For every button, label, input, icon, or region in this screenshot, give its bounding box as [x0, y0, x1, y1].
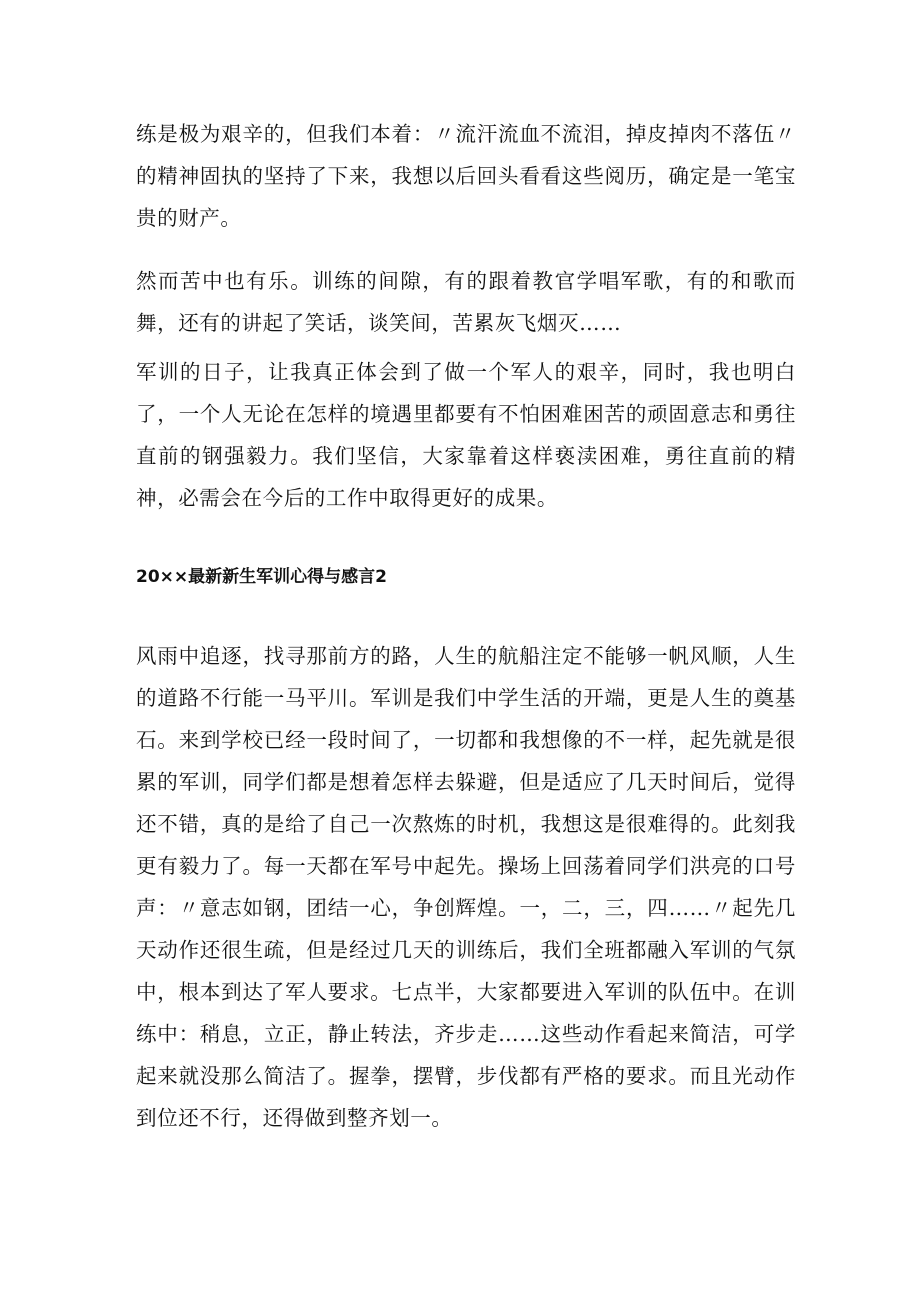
- paragraph-military-life-lessons: 军训的日子，让我真正体会到了做一个军人的艰辛，同时，我也明白了，一个人无论在怎样的境遇里都要有不怕困难困苦的顽固意志和勇往直前的钢强毅力。我们坚信，大家靠着这样亵渎困难，勇往直前的精神，必需会在今后的工作中取得更好的成果。: [136, 360, 796, 510]
- paragraph-training-hardship: 练是极为艰辛的，但我们本着：〃流汗流血不流泪，掉皮掉肉不落伍〃的精神固执的坚持了下来，我想以后回头看看这些阅历，确定是一笔宝贵的财产。: [136, 122, 796, 230]
- paragraph-military-training-reflection: 风雨中追逐，找寻那前方的路，人生的航船注定不能够一帆风顺，人生的道路不行能一马平川。军训是我们中学生活的开端，更是人生的奠基石。来到学校已经一段时间了，一切都和我想像的不一样，起先就是很累的军训，同学们都是想着怎样去躲避，但是适应了几天时间后，觉得还不错，真的是给了自己一次熬炼的时机，我想这是很难得的。此刻我更有毅力了。每一天都在军号中起先。操场上回荡着同学们洪亮的口号声：〃意志如钢，团结一心，争创辉煌。一，二，三，四……〃起先几天动作还很生疏，但是经过几天的训练后，我们全班都融入军训的气氛中，根本到达了军人要求。七点半，大家都要进入军训的队伍中。在训练中：稍息，立正，静止转法，齐步走……这些动作看起来简洁，可学起来就没那么简洁了。握拳，摆臂，步伐都有严格的要求。而且光动作到位还不行，还得做到整齐划一。: [136, 644, 796, 1130]
- paragraph-joy-in-hardship: 然而苦中也有乐。训练的间隙，有的跟着教官学唱军歌，有的和歌而舞，还有的讲起了笑话，谈笑间，苦累灰飞烟灭……: [136, 269, 796, 335]
- section-heading: 20××最新新生军训心得与感言2: [136, 567, 387, 587]
